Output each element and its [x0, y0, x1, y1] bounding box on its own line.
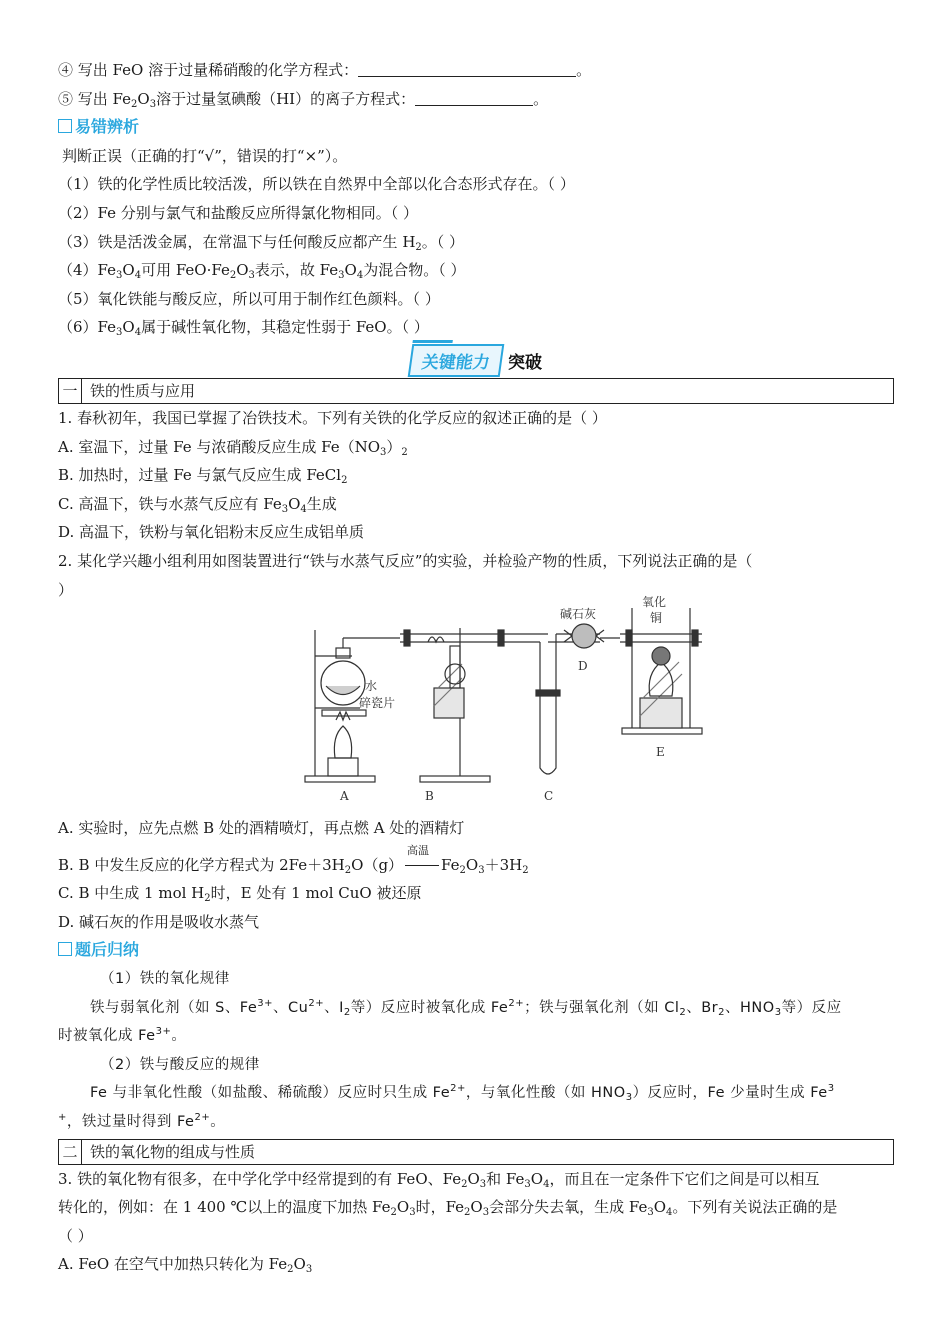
q2-stem-2: ） [58, 580, 74, 599]
apparatus-c [518, 634, 600, 774]
q3-option-a[interactable]: A. FeO 在空气中加热只转化为 $Fe_2O_3$ [58, 1255, 313, 1276]
q1-option-b[interactable]: B. 加热时，过量 Fe 与氯气反应生成 FeCl$_2$ [58, 466, 348, 487]
yicuo-intro: 判断正误（正确的打“√”，错误的打“×”）。 [62, 146, 348, 165]
q1-option-c[interactable]: C. 高温下，铁与水蒸气反应有 $Fe_3O_4$生成 [58, 494, 337, 515]
question-5: ⑤ 写出 $Fe_2O_3$溶于过量氢碘酸（HI）的离子方程式： 。 [58, 89, 549, 110]
yicuo-heading: 易错辨析 [58, 113, 894, 142]
rule-2-title: （2）铁与酸反应的规律 [100, 1056, 260, 1073]
rule-1-text-2: 时被氧化成 $Fe^{3+}$。 [58, 1026, 187, 1045]
square-icon [58, 942, 72, 956]
yicuo-item-5: （5）氧化铁能与酸反应，所以可用于制作红色颜料。（ ） [58, 289, 440, 308]
label-cuo-2: 铜 [650, 611, 663, 626]
label-a: A [340, 789, 349, 804]
banner-rest: 突破 [508, 352, 542, 373]
yicuo-item-6: $(6)Fe_3O_4$属于碱性氧化物，其稳定性弱于 FeO。（ ） [58, 318, 429, 339]
label-porcelain: 碎瓷片 [359, 696, 396, 711]
q3-line-1: 3. 铁的氧化物有很多，在中学化学中经常提到的有 FeO、$Fe_2O_3$和 $Fe_3O_4$，而且在一定条件下它们之间是可以相互 [58, 1169, 820, 1190]
q1-stem: 1. 春秋初年，我国已掌握了冶铁技术。下列有关铁的化学反应的叙述正确的是（ ） [58, 408, 607, 427]
label-e: E [656, 745, 665, 760]
rule-2-text-2: +，铁过量时得到 $Fe^{2+}$。 [58, 1112, 226, 1131]
q1-option-a[interactable]: A. 室温下，过量 Fe 与浓硝酸反应生成 $Fe(NO_3)_2$ [58, 437, 408, 458]
label-b: B [425, 789, 434, 804]
banner-tag: 关键能力 [408, 344, 505, 377]
label-d: D [578, 659, 588, 674]
q2-stem: 2. 某化学兴趣小组利用如图装置进行“铁与水蒸气反应”的实验，并检验产物的性质，下列说法正确的是（ [58, 551, 753, 570]
yicuo-item-3: （3）铁是活泼金属，在常温下与任何酸反应都产生 $H_2$。（ ） [58, 232, 465, 253]
q1-option-d[interactable]: D. 高温下，铁粉与氧化铝粉末反应生成铝单质 [58, 523, 365, 542]
apparatus-d [564, 624, 620, 648]
section-2-header: 二 铁的氧化物的组成与性质 [58, 1139, 894, 1165]
answer-blank[interactable] [415, 89, 533, 106]
apparatus-diagram [300, 595, 720, 808]
square-icon [58, 119, 72, 133]
yicuo-item-1: （1）铁的化学性质比较活泼，所以铁在自然界中全部以化合态形式存在。（ ） [58, 175, 575, 194]
q2-option-d[interactable]: D. 碱石灰的作用是吸收水蒸气 [58, 912, 260, 931]
label-cuo-1: 氧化 [642, 595, 667, 610]
label-soda-lime: 碱石灰 [560, 607, 597, 622]
q2-option-a[interactable]: A. 实验时，应先点燃 B 处的酒精喷灯，再点燃 A 处的酒精灯 [58, 819, 465, 838]
apparatus-e [620, 608, 702, 734]
q2-option-c[interactable]: C. B 中生成 1 mol $H_2$时，E 处有 1 mol CuO 被还原 [58, 884, 422, 905]
q3-line-3: （ ） [58, 1226, 93, 1245]
reaction-condition: 高温 [403, 851, 441, 880]
section-banner [58, 344, 894, 376]
apparatus-b [400, 628, 518, 782]
document-page [58, 56, 894, 1279]
label-c: C [544, 789, 554, 804]
answer-blank[interactable] [358, 60, 576, 77]
apparatus-figure [58, 595, 894, 814]
rule-2-text: Fe 与非氧化性酸（如盐酸、稀硫酸）反应时只生成 $Fe^{2+}$，与氧化性酸（如 $HNO_3$）反应时，Fe 少量时生成 Fe$^3$ [90, 1083, 835, 1104]
q2-option-b[interactable]: B. B 中发生反应的化学方程式为 $2Fe+3H_2O(g)$ 高温 $Fe_2O_3+3H_2$ [58, 851, 894, 880]
rule-1-title: （1）铁的氧化规律 [100, 971, 230, 988]
yicuo-item-2: （2）Fe 分别与氯气和盐酸反应所得氯化物相同。（ ） [58, 203, 419, 222]
rule-1-text: 铁与弱氧化剂（如 S、$Fe^{3+}$、$Cu^{2+}$、$I_2$等）反应时被氧化成 $Fe^{2+}$；铁与强氧化剂（如 $Cl_2$、$Br_2$、$HNO_3$等）反应 [90, 997, 842, 1018]
yicuo-item-4: $(4)Fe_3O_4$可用 $FeO\cdot Fe_2O_3$表示，故 $Fe_3O_4$为混合物。（ ） [58, 261, 466, 282]
section-1-header: 一 铁的性质与应用 [58, 378, 894, 404]
q3-line-2: 转化的，例如：在 1 400 ℃以上的温度下加热 $Fe_2O_3$时，$Fe_2O_3$会部分失去氧，生成 $Fe_3O_4$。下列有关说法正确的是 [58, 1198, 838, 1219]
tihou-heading: 题后归纳 [58, 936, 894, 965]
question-4: ④ 写出 FeO 溶于过量稀硝酸的化学方程式： 。 [58, 61, 592, 79]
label-water: 水 [365, 679, 378, 694]
